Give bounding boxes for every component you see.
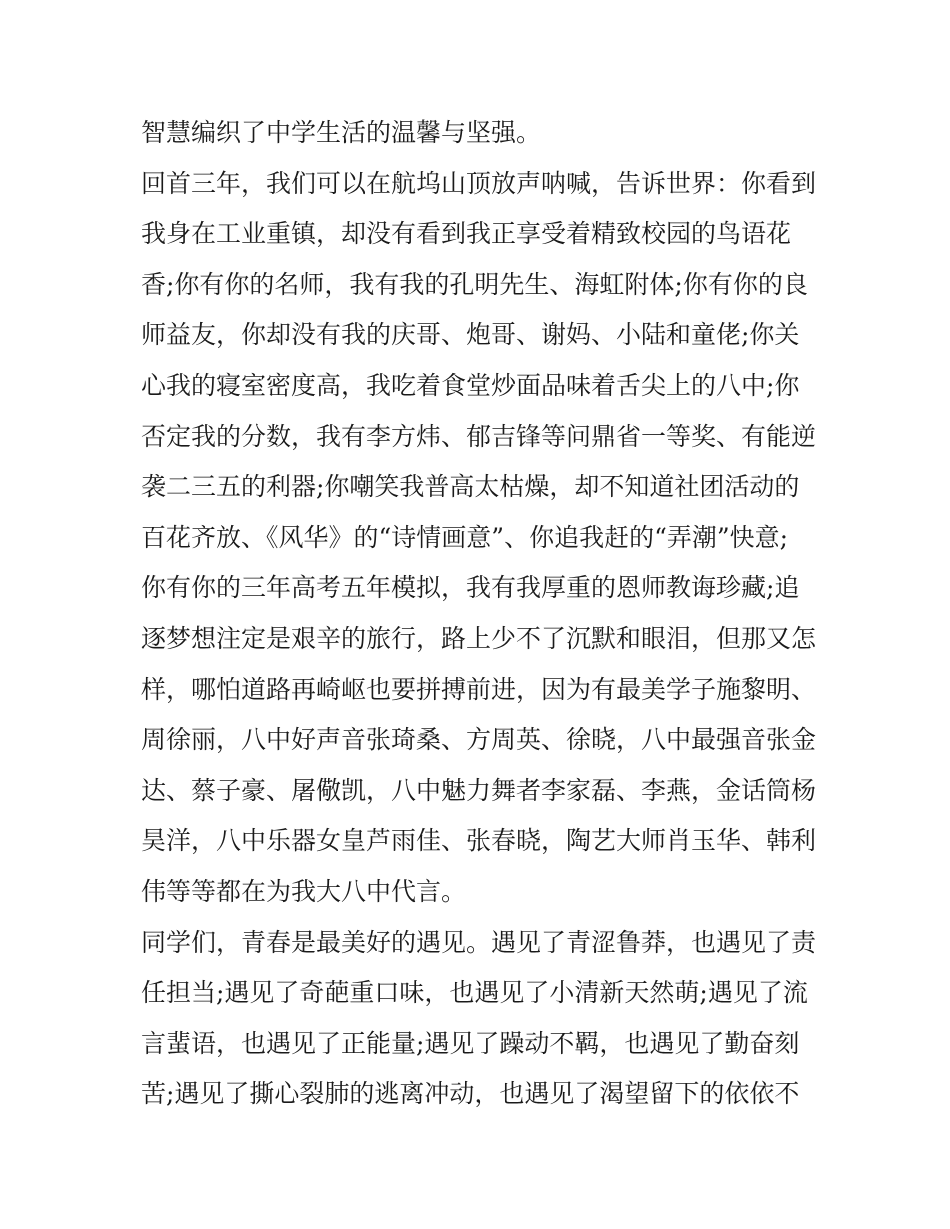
- text-line: 回首三年，我们可以在航坞山顶放声呐喊，告诉世界：你看到: [141, 168, 817, 198]
- text-line: 言蜚语，也遇见了正能量;遇见了躁动不羁，也遇见了勤奋刻: [141, 1028, 800, 1058]
- text-line: 我身在工业重镇，却没有看到我正享受着精致校园的鸟语花: [141, 219, 792, 249]
- text-line: 逐梦想注定是艰辛的旅行，路上少不了沉默和眼泪，但那又怎: [141, 623, 817, 653]
- text-line: 样，哪怕道路再崎岖也要拼搏前进，因为有最美学子施黎明、: [141, 674, 817, 704]
- body-text: [141, 108, 821, 1120]
- text-line: 师益友，你却没有我的庆哥、炮哥、谢妈、小陆和童佬;你关: [141, 320, 800, 350]
- text-line: 心我的寝室密度高，我吃着食堂炒面品味着舌尖上的八中;你: [141, 370, 800, 400]
- text-line: 伟等等都在为我大八中代言。: [141, 876, 467, 906]
- text-line: 周徐丽，八中好声音张琦桑、方周英、徐晓，八中最强音张金: [141, 725, 817, 755]
- text-line: 昊洋，八中乐器女皇芦雨佳、张春晓，陶艺大师肖玉华、韩利: [141, 826, 817, 856]
- text-line: 智慧编织了中学生活的温馨与坚强。: [141, 118, 542, 147]
- text-line: 袭二三五的利器;你嘲笑我普高太枯燥，却不知道社团活动的: [141, 472, 800, 502]
- text-line: 你有你的三年高考五年模拟，我有我厚重的恩师教诲珍藏;追: [141, 573, 800, 603]
- text-line: 香;你有你的名师，我有我的孔明先生、海虹附体;你有你的良: [141, 269, 808, 299]
- text-line: 达、蔡子豪、屠儆凯，八中魅力舞者李家磊、李燕，金话筒杨: [141, 775, 817, 805]
- text-line: 苦;遇见了撕心裂肺的逃离冲动，也遇见了渴望留下的依依不: [141, 1079, 800, 1109]
- text-line: 同学们，青春是最美好的遇见。遇见了青涩鲁莽，也遇见了责: [141, 927, 817, 957]
- text-line: 百花齐放、《风华》的“诗情画意”、你追我赶的“弄潮”快意;: [141, 522, 789, 552]
- text-line: 任担当;遇见了奇葩重口味，也遇见了小清新天然萌;遇见了流: [141, 978, 808, 1008]
- text-line: 否定我的分数，我有李方炜、郁吉锋等问鼎省一等奖、有能逆: [141, 421, 817, 451]
